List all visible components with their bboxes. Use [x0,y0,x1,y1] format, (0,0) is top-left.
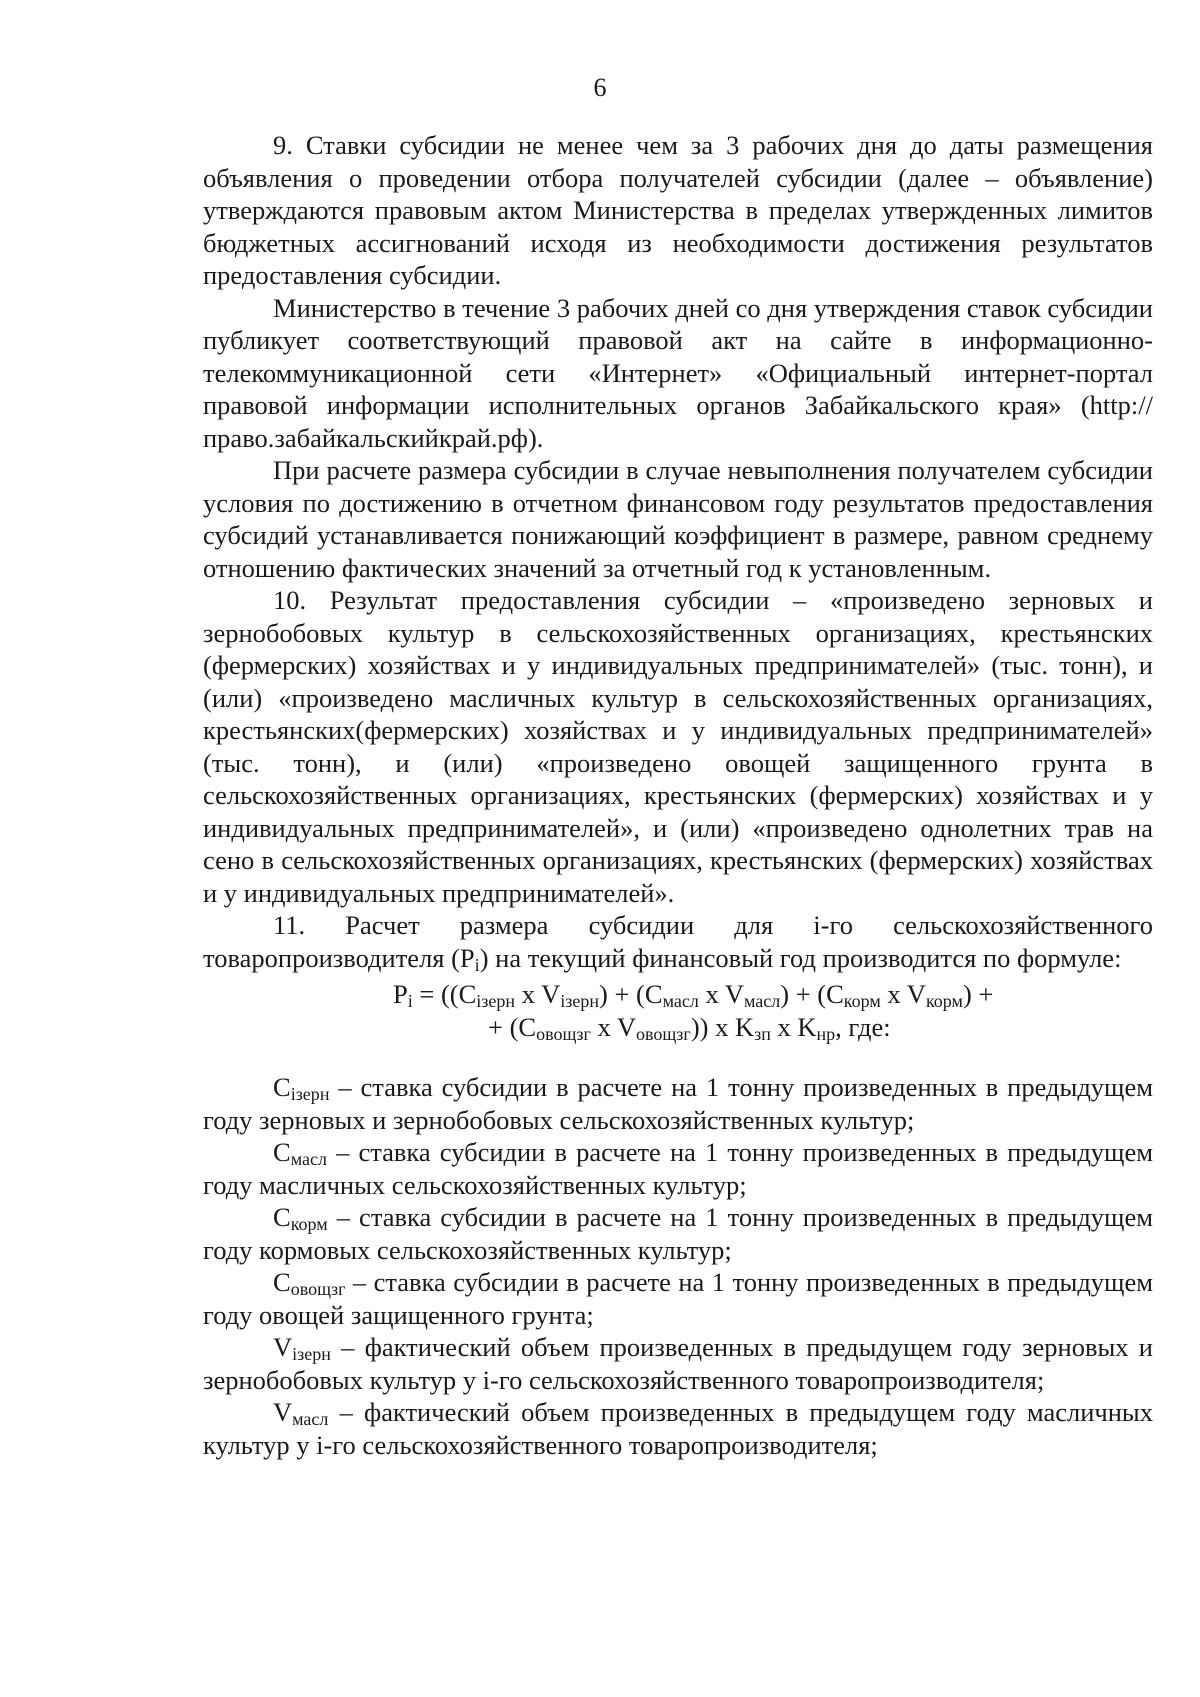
definition-subscript: корм [290,1213,328,1234]
document-body [203,129,1153,1461]
formula-subscript: iзерн [560,990,600,1011]
definition-subscript: iзерн [290,1083,330,1104]
formula-subscript: корм [925,990,963,1011]
formula-line-2 [203,1011,1153,1044]
page-number: 6 [593,73,607,102]
definition-text: – ставка субсидии в расчете на 1 тонну произведенных в предыдущем году кормовых сельскохозяйственных культур; [203,1202,1153,1265]
definition-text: – ставка субсидии в расчете на 1 тонну произведенных в предыдущем году зерновых и зернобобовых сельскохозяйственных культур; [203,1072,1153,1135]
formula-text: P [393,979,408,1009]
definition-item [203,1396,1153,1461]
definition-item [203,1266,1153,1331]
formula-subscript: овощзг [536,1023,591,1044]
formula-text: x V [515,979,561,1009]
formula-text: = ((C [412,979,477,1009]
paragraph-11-text-a: 11. Расчет размера субсидии для i-го сельскохозяйственного товаропроизводителя (P [203,910,1153,973]
formula-subscript: i [407,990,413,1011]
definition-symbol: C [273,1267,291,1297]
formula-text: + (C [488,1011,537,1042]
definition-item [203,1331,1153,1396]
formula-subscript: корм [843,990,881,1011]
formula-subscript: овощзг [636,1023,691,1044]
definition-item [203,1201,1153,1266]
definition-symbol: V [273,1397,293,1427]
definition-subscript: iзерн [292,1343,331,1364]
definition-text: – ставка субсидии в расчете на 1 тонну произведенных в предыдущем году масличных сельскохозяйственных культур; [203,1137,1153,1200]
definition-symbol: C [273,1072,291,1102]
formula-subscript: масл [662,990,699,1011]
formula-subscript: нр [816,1023,836,1044]
paragraph-11-subscript: i [474,954,480,975]
definition-text: – ставка субсидии в расчете на 1 тонну произведенных в предыдущем году овощей защищенного грунта; [203,1267,1153,1330]
definition-subscript: масл [290,1148,327,1169]
paragraph-publication: Министерство в течение 3 рабочих дней со дня утверждения ставок субсидии публикует соответствующий правовой акт на сайте в информационно-телекоммуникационной сети «Интернет» «Официальный интернет-портал правовой информации исполнительных органов Забайкальского края» (http://право.забайкальскийкрай.рф). [203,292,1153,453]
formula-subscript: iзерн [476,990,516,1011]
formula-text: ) + (C [780,979,844,1009]
formula-text: ) + [962,979,994,1009]
definition-subscript: масл [292,1408,329,1429]
formula-text: x V [880,979,926,1009]
formula-text: ) + (C [599,979,663,1009]
definition-item [203,1136,1153,1201]
definition-text: – фактический объем произведенных в предыдущем году зерновых и зернобобовых культур у i-го сельскохозяйственного товаропроизводителя; [203,1332,1153,1395]
formula-text: )) x K [690,1011,755,1042]
paragraph-11 [203,909,1153,974]
formula-text: x V [698,979,744,1009]
subsidy-formula [203,978,1153,1043]
definition-text: – фактический объем произведенных в предыдущем году масличных культур у i-го сельскохозяйственного товаропроизводителя; [203,1397,1153,1460]
paragraph-9: 9. Ставки субсидии не менее чем за 3 рабочих дня до даты размещения объявления о проведении отбора получателей субсидии (далее – объявление) утверждаются правовым актом Министерства в пределах утвержденных лимитов бюджетных ассигнований исходя из необходимости достижения результатов предоставления субсидии. [203,130,1153,290]
paragraph-coefficient: При расчете размера субсидии в случае невыполнения получателем субсидии условия по достижению в отчетном финансовом году результатов предоставления субсидий устанавливается понижающий коэффициент в размере, равном среднему отношению фактических значений за отчетный год к установленным. [203,455,1153,583]
paragraph-11-text-b: ) на текущий финансовый год производится по формуле: [479,942,1122,973]
formula-text: x K [770,1011,817,1042]
definition-symbol: C [273,1137,291,1167]
spacer [203,1043,1153,1071]
definition-item [203,1071,1153,1136]
definitions-list [203,1071,1153,1461]
definition-symbol: V [273,1332,293,1362]
formula-text: , где: [835,1011,891,1042]
formula-text: x V [590,1011,637,1042]
formula-subscript: зп [754,1023,771,1044]
formula-line-1 [203,978,1153,1011]
formula-subscript: масл [744,990,781,1011]
definition-subscript: овощзг [290,1278,346,1299]
paragraph-10: 10. Результат предоставления субсидии – «произведено зерновых и зернобобовых культур в сельскохозяйственных организациях, крестьянских (фермерских) хозяйствах и у индивидуальных предпринимателей» (тыс. тонн), и (или) «произведено масличных культур в сельскохозяйственных организациях, крестьянских(фермерских) хозяйствах и у индивидуальных предпринимателей» (тыс. тонн), и (или) «произведено овощей защищенного грунта в сельскохозяйственных организациях, крестьянских (фермерских) хозяйствах и у индивидуальных предпринимателей», и (или) «произведено однолетних трав на сено в сельскохозяйственных организациях, крестьянских (фермерских) хозяйствах и у индивидуальных предпринимателей». [203,585,1153,908]
definition-symbol: C [273,1202,291,1232]
